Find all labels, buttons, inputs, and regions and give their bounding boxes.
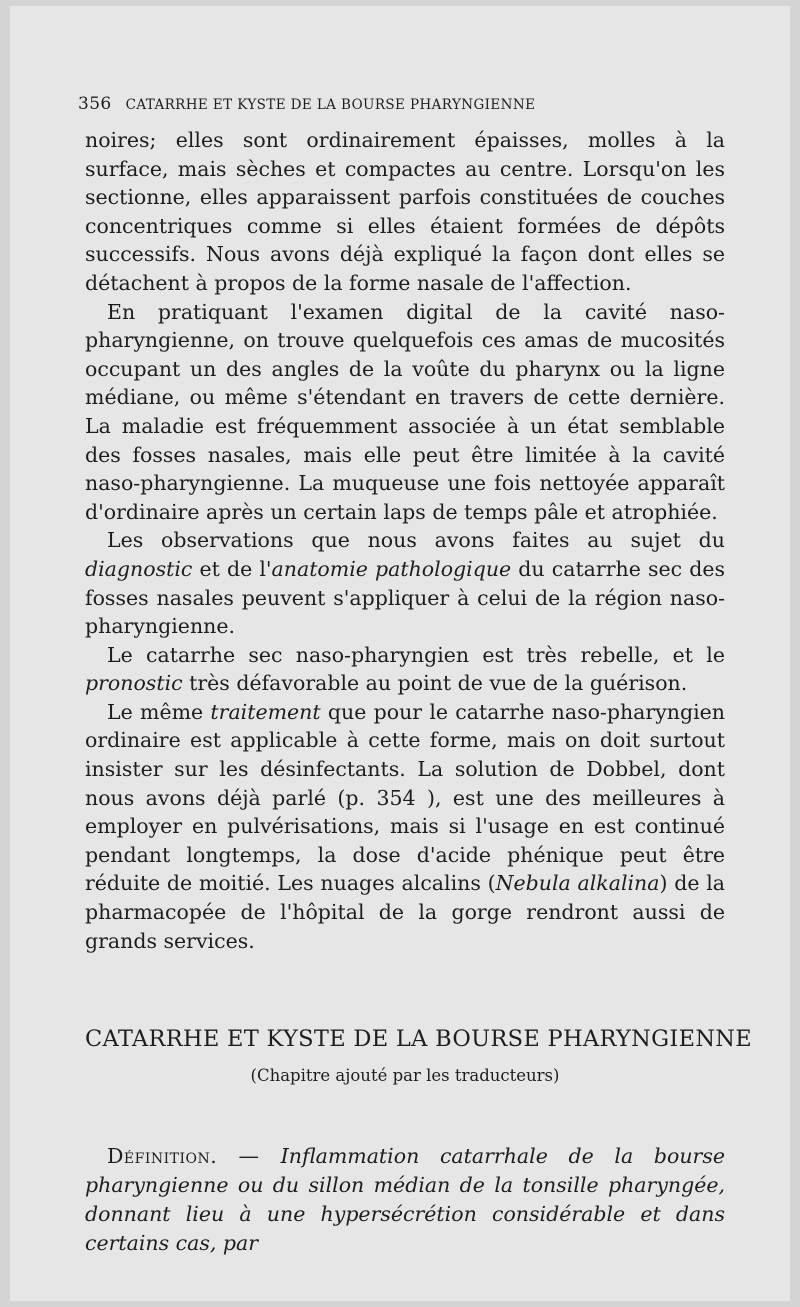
text-run: Le même xyxy=(107,699,211,724)
italic-term: diagnostic xyxy=(85,556,193,581)
italic-term: anatomie pathologique xyxy=(271,556,512,581)
definition-text: Inflammation catarrhale de la bourse pharyngienne ou du sillon médian de la tonsille pharyngée, donnant lieu à une hypersécrétion considérable et dans certains cas, par xyxy=(85,1143,725,1255)
definition-label: Définition. xyxy=(107,1143,218,1168)
running-title: CATARRHE ET KYSTE DE LA BOURSE PHARYNGIENNE xyxy=(125,97,536,113)
page-number: 356 xyxy=(78,94,112,114)
paragraph-3 xyxy=(85,526,725,640)
book-page xyxy=(10,6,790,1301)
text-run: et de l' xyxy=(192,556,272,581)
text-run: ) de la pharmacopée de l'hôpital de la gorge rendront aussi de grands services. xyxy=(85,871,725,953)
text-run: Le catarrhe sec naso-pharyngien est très rebelle, et le xyxy=(107,642,725,667)
running-header xyxy=(78,94,726,114)
section-subtitle: (Chapitre ajouté par les traducteurs) xyxy=(250,1066,560,1085)
paragraph-2: En pratiquant l'examen digital de la cavité naso-pharyngienne, on trouve quelquefois ces amas de mucosités occupant un des angles de la voûte du pharynx ou la ligne médiane, ou même s'étendant en travers de cette dernière. La maladie est fréquemment associée à un état semblable des fosses nasales, mais elle peut être limitée à la cavité naso-pharyngienne. La muqueuse une fois nettoyée apparaît d'ordinaire après un certain laps de temps pâle et atrophiée. xyxy=(85,299,725,524)
italic-term: Nebula alkalina xyxy=(495,871,660,896)
paragraph-1: noires; elles sont ordinairement épaisses, molles à la surface, mais sèches et compactes au centre. Lorsqu'on les sectionne, elles apparaissent parfois constituées de couches concentriques comme si elles étaient formées de dépôts successifs. Nous avons déjà expliqué la façon dont elles se détachent à propos de la forme nasale de l'affection. xyxy=(85,128,725,295)
definition-paragraph xyxy=(85,1142,725,1258)
italic-term: pronostic xyxy=(85,671,183,696)
section-title: CATARRHE ET KYSTE DE LA BOURSE PHARYNGIENNE xyxy=(85,1026,753,1052)
body-text xyxy=(85,126,725,955)
text-run: très défavorable au point de vue de la guérison. xyxy=(182,671,688,696)
text-run: Les observations que nous avons faites au sujet du xyxy=(107,528,725,553)
paragraph-5 xyxy=(85,698,725,955)
text-run: que pour le catarrhe naso-pharyngien ordinaire est applicable à cette forme, mais on doit surtout insister sur les désinfectants. La solution de Dobbel, dont nous avons déjà parlé (p. 354 ), est une des meilleures à employer en pulvérisations, mais si l'usage en est continué pendant longtemps, la dose d'acide phénique peut être réduite de moitié. Les nuages alcalins ( xyxy=(85,699,726,896)
italic-term: traitement xyxy=(210,699,321,724)
text-run: du catarrhe sec des fosses nasales peuvent s'appliquer à celui de la région naso-pharyngienne. xyxy=(85,556,725,639)
paragraph-4 xyxy=(85,641,725,698)
definition-dash: — xyxy=(217,1143,281,1168)
